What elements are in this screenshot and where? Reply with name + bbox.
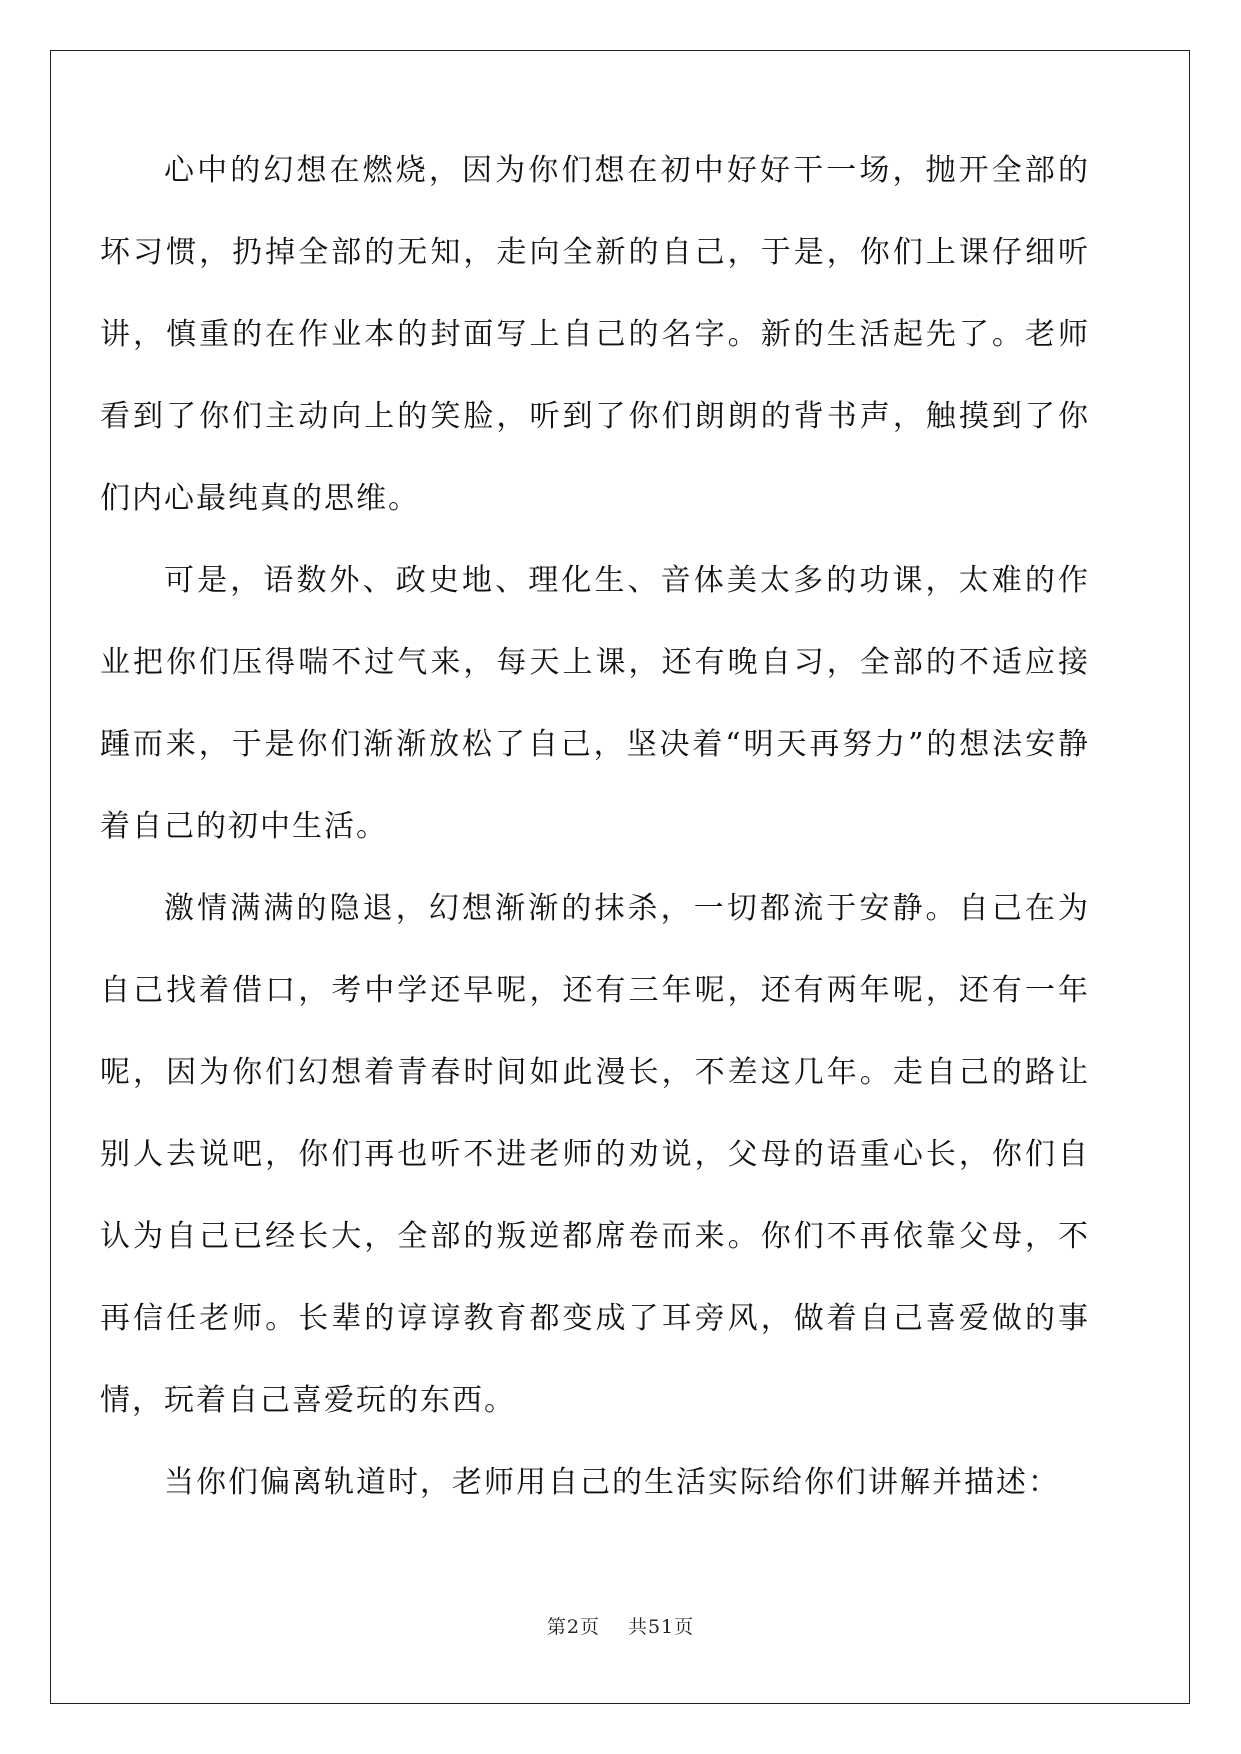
- paragraph: 心中的幻想在燃烧，因为你们想在初中好好干一场，抛开全部的坏习惯，扔掉全部的无知，走向全新的自己，于是，你们上课仔细听讲，慎重的在作业本的封面写上自己的名字。新的生活起先了。老师看到了你们主动向上的笑脸，听到了你们朗朗的背书声，触摸到了你们内心最纯真的思维。: [100, 153, 1090, 516]
- paragraph: 可是，语数外、政史地、理化生、音体美太多的功课，太难的作业把你们压得喘不过气来，每天上课，还有晚自习，全部的不适应接踵而来，于是你们渐渐放松了自己，坚决着“明天再努力”的想法安静着自己的初中生活。: [100, 563, 1090, 844]
- page-number: 第2页: [546, 1616, 600, 1638]
- page-footer: [0, 1612, 1241, 1639]
- page-total: 共51页: [627, 1616, 695, 1638]
- document-body: [100, 130, 1090, 1524]
- paragraph: 当你们偏离轨道时，老师用自己的生活实际给你们讲解并描述：: [164, 1465, 1060, 1500]
- paragraph: 激情满满的隐退，幻想渐渐的抹杀，一切都流于安静。自己在为自己找着借口，考中学还早呢，还有三年呢，还有两年呢，还有一年呢，因为你们幻想着青春时间如此漫长，不差这几年。走自己的路让别人去说吧，你们再也听不进老师的劝说，父母的语重心长，你们自认为自己已经长大，全部的叛逆都席卷而来。你们不再依靠父母，不再信任老师。长辈的谆谆教育都变成了耳旁风，做着自己喜爱做的事情，玩着自己喜爱玩的东西。: [100, 891, 1090, 1418]
